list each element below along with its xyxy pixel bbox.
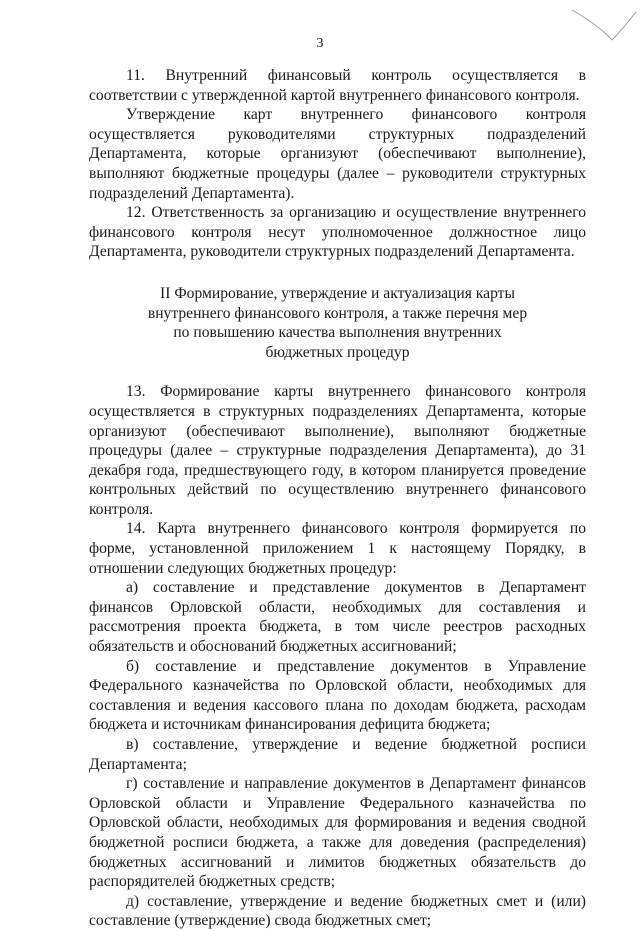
paragraph-14: 14. Карта внутреннего финансового контроля формируется по форме, установленной приложением 1 к настоящему Порядку, в отношении следующих бюджетных процедур: xyxy=(89,520,586,577)
page-number: 3 xyxy=(316,36,324,51)
list-item-v: в) составление, утверждение и ведение бюджетной росписи Департамента; xyxy=(89,736,586,773)
section-heading-line: бюджетных процедур xyxy=(265,343,410,361)
list-item-d: д) составление, утверждение и ведение бюджетных смет и (или) составление (утверждение) свода бюджетных смет; xyxy=(89,892,586,930)
section-heading-line: II Формирование, утверждение и актуализация карты xyxy=(160,284,515,302)
paragraph-11: 11. Внутренний финансовый контроль осуществляется в соответствии с утвержденной картой внутреннего финансового контроля. xyxy=(89,67,586,104)
list-item-g: г) составление и направление документов в Департамент финансов Орловской области и Управление Федерального казначейства по Орловской области, необходимых для формирования и ведения сводной бюджетной росписи бюджета, а также для доведения (распределения) бюджетных ассигнований и лимитов бюджетных обязательств до распорядителей бюджетных средств; xyxy=(89,775,586,891)
section-heading-line: по повышению качества выполнения внутренних xyxy=(173,324,502,342)
list-item-b: б) составление и представление документов в Управление Федерального казначейства по Орловской области, необходимых для составления и ведения кассового плана по доходам бюджета, расходам бюджета и источникам финансирования дефицита бюджета; xyxy=(89,657,586,734)
document-body xyxy=(89,66,586,931)
section-heading xyxy=(89,284,586,362)
paragraph-13: 13. Формирование карты внутреннего финансового контроля осуществляется в структурных подразделениях Департамента, которые организуют (обеспечивают выполнение), выполняют бюджетные процедуры (далее – структурные подразделения Департамента), до 31 декабря года, предшествующего году, в котором планируется проведение контрольных действий по осуществлению внутреннего финансового контроля. xyxy=(89,383,586,518)
list-item-a: а) составление и представление документов в Департамент финансов Орловской области, необходимых для составления и рассмотрения проекта бюджета, в том числе реестров расходных обязательств и обоснований бюджетных ассигнований; xyxy=(89,579,586,656)
paragraph-11-approval: Утверждение карт внутреннего финансового контроля осуществляется руководителями структурных подразделений Департамента, которые организуют (обеспечивают выполнение), выполняют бюджетные процедуры (далее – руководители структурных подразделений Департамента). xyxy=(89,106,586,202)
section-heading-line: внутреннего финансового контроля, а также перечня мер xyxy=(147,304,528,322)
paragraph-12: 12. Ответственность за организацию и осуществление внутреннего финансового контроля несут уполномоченное должностное лицо Департамента, руководители структурных подразделений Департамента. xyxy=(89,204,586,261)
